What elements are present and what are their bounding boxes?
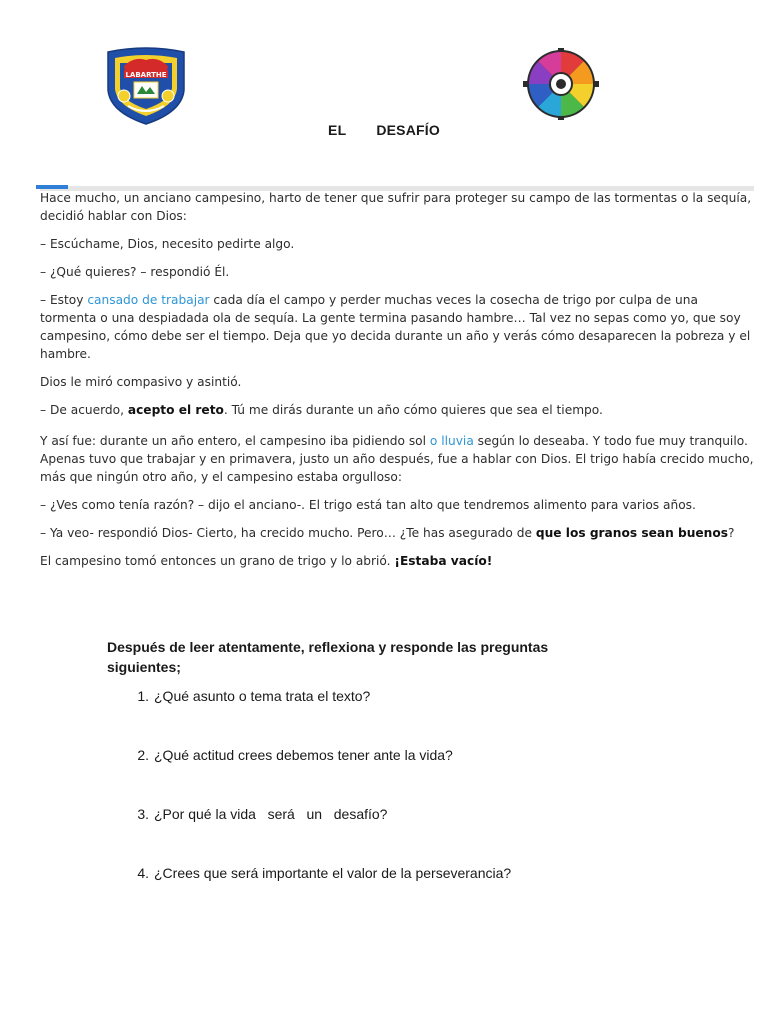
question-item [107, 865, 667, 924]
text-run: Y así fue: durante un año entero, el campesino iba pidiendo sol [40, 434, 430, 448]
question-item [107, 688, 667, 747]
text-run: – De acuerdo, [40, 403, 128, 417]
text-run: según lo deseaba. Y todo fue muy tranquilo. Apenas tuvo que trabajar y en primavera, justo un año después, fue a hablar con Dios. El trigo había crecido mucho, más que ningún otro año, y el campesino estaba orgulloso: [40, 434, 754, 484]
story-paragraph [40, 552, 754, 570]
text-run: El campesino tomó entonces un grano de trigo y lo abrió. [40, 554, 395, 568]
bold-text: acepto el reto [127, 403, 224, 417]
text-run: – Estoy [40, 293, 88, 307]
instructions-heading: Después de leer atentamente, reflexiona y responde las preguntas siguientes; [107, 639, 549, 675]
text-run: cada día el campo y perder muchas veces la cosecha de trigo por culpa de una tormenta o una despiadada ola de sequía. La gente termina pasando hambre… Tal vez no sepas como yo, que soy campesino, cómo debe ser el tiempo. Deja que yo decida durante un año y verás cómo desaparecen la pobreza y el hambre. [40, 293, 751, 361]
values-wheel-logo [518, 48, 604, 120]
school-crest-icon [104, 46, 188, 126]
highlighted-link-text[interactable]: cansado de trabajar [87, 293, 210, 307]
story-paragraph [40, 432, 754, 486]
title-word-el: EL [328, 122, 347, 138]
text-run: – Ya veo- respondió Dios- Cierto, ha crecido mucho. Pero… ¿Te has asegurado de [40, 526, 536, 540]
document-title [0, 122, 768, 138]
question-number: 4. [137, 865, 149, 881]
story-paragraph: – Escúchame, Dios, necesito pedirte algo. [40, 237, 295, 251]
question-text: ¿Qué asunto o tema trata el texto? [154, 688, 371, 704]
question-item [107, 747, 667, 806]
text-run: ? [727, 526, 735, 540]
questions-list [107, 688, 667, 924]
bold-text: ¡Estaba vacío! [394, 554, 493, 568]
bold-text: que los granos sean buenos [535, 526, 728, 540]
highlighted-link-text[interactable]: o lluvia [429, 434, 474, 448]
question-text: ¿Qué actitud crees debemos tener ante la vida? [154, 747, 453, 763]
story-paragraph [40, 401, 754, 419]
text-selection-marker [36, 185, 68, 189]
story-paragraph [40, 524, 754, 542]
question-number: 2. [137, 747, 149, 763]
question-item [107, 806, 667, 865]
story-text [40, 186, 754, 570]
question-number: 3. [137, 806, 149, 822]
question-text: ¿Crees que será importante el valor de la perseverancia? [154, 865, 512, 881]
school-crest-logo [104, 46, 188, 126]
story-paragraph: – ¿Qué quieres? – respondió Él. [40, 265, 230, 279]
story-paragraph [40, 291, 754, 363]
story-paragraph: Dios le miró compasivo y asintió. [40, 375, 242, 389]
gear-values-wheel-icon [518, 48, 604, 120]
text-run: . Tú me dirás durante un año cómo quieres que sea el tiempo. [223, 403, 603, 417]
svg-text:LABARTHE: LABARTHE [125, 71, 167, 79]
question-text: ¿Por qué la vida será un desafío? [154, 806, 388, 822]
question-number: 1. [137, 688, 149, 704]
story-paragraph: Hace mucho, un anciano campesino, harto de tener que sufrir para proteger su campo de las tormentas o la sequía, decidió hablar con Dios: [40, 191, 752, 223]
story-paragraph: – ¿Ves como tenía razón? – dijo el anciano-. El trigo está tan alto que tendremos alimento para varios años. [40, 498, 696, 512]
title-word-desafio: DESAFÍO [376, 122, 440, 138]
